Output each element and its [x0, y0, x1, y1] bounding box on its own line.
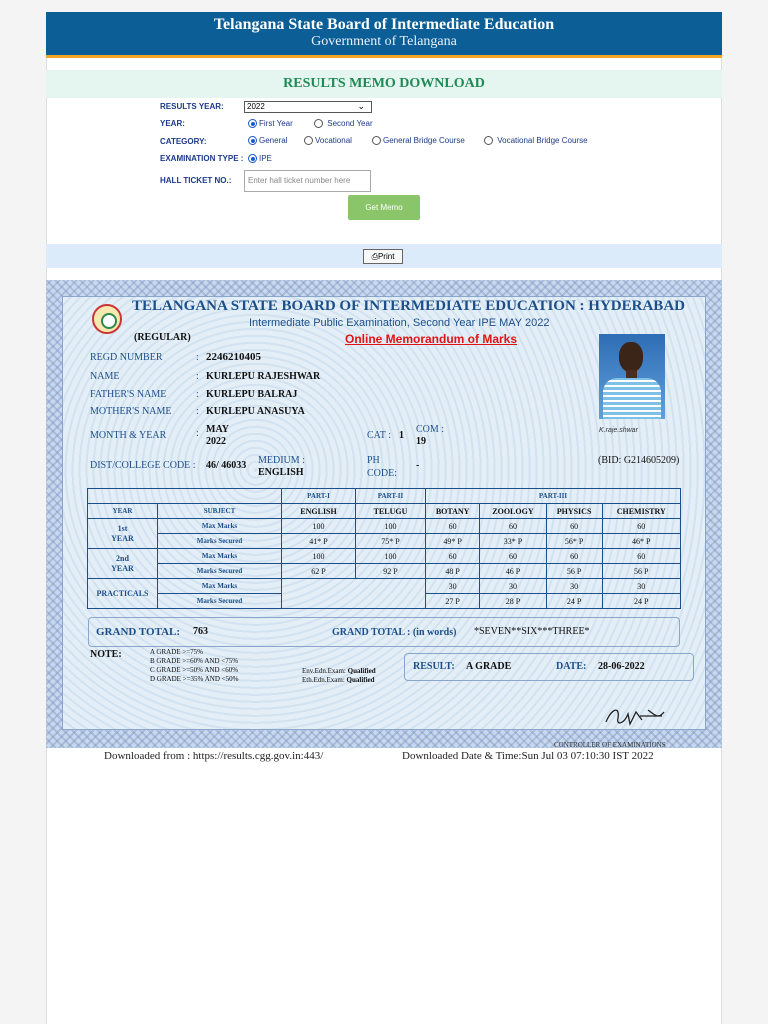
- column-header: ENGLISH: [282, 504, 356, 519]
- marks-secured-label: Marks Secured: [158, 594, 282, 609]
- table-row: [88, 489, 681, 504]
- result-value: A GRADE: [466, 661, 512, 672]
- mark-cell: 56* P: [546, 534, 602, 549]
- mark-cell: 48 P: [426, 564, 480, 579]
- get-memo-button[interactable]: Get Memo: [348, 195, 420, 220]
- memo-certificate: [46, 12, 722, 752]
- table-row: [88, 504, 681, 519]
- dist-label: DIST/COLLEGE CODE :: [90, 460, 196, 471]
- hall-ticket-label: HALL TICKET NO.:: [160, 176, 232, 185]
- practicals-label: PRACTICALS: [88, 579, 158, 609]
- medium-label: MEDIUM :: [258, 455, 305, 466]
- year-number: 1st: [117, 523, 128, 533]
- mark-cell: 56 P: [602, 564, 680, 579]
- mark-cell: 60: [546, 519, 602, 534]
- mark-cell: 100: [356, 519, 426, 534]
- max-marks-label: Max Marks: [158, 519, 282, 534]
- table-row: [88, 519, 681, 534]
- exam-type-label: EXAMINATION TYPE :: [160, 154, 244, 163]
- results-year-value: 2022: [247, 102, 265, 111]
- part-header: PART-II: [356, 489, 426, 504]
- header-subtitle: Government of Telangana: [311, 34, 457, 49]
- marks-secured-label: Marks Secured: [158, 564, 282, 579]
- colon: :: [196, 371, 199, 382]
- mark-cell: 46 P: [480, 564, 546, 579]
- colon: :: [196, 406, 199, 417]
- board-seal-icon: [92, 304, 122, 334]
- eth-value: Qualified: [346, 676, 375, 684]
- ph-label-2: CODE:: [367, 468, 397, 479]
- com-value: 19: [416, 436, 426, 447]
- column-header: SUBJECT: [158, 504, 282, 519]
- table-cell: [282, 579, 426, 609]
- grand-total-words-label: GRAND TOTAL : (in words): [332, 627, 457, 638]
- mark-cell: 60: [602, 549, 680, 564]
- board-title: TELANGANA STATE BOARD OF INTERMEDIATE EDUCATION : HYDERABAD: [132, 298, 685, 314]
- date-value: 28-06-2022: [598, 661, 645, 672]
- table-cell: [88, 489, 282, 504]
- downloaded-from: Downloaded from : https://results.cgg.gov.in:443/: [104, 750, 324, 762]
- grand-total-value: 763: [193, 626, 208, 637]
- name-value: KURLEPU RAJESHWAR: [206, 371, 321, 382]
- grade-line: D GRADE >=35% AND <50%: [150, 675, 239, 683]
- form-heading: RESULTS MEMO DOWNLOAD: [46, 70, 722, 98]
- column-header: YEAR: [88, 504, 158, 519]
- note-label: NOTE:: [90, 649, 122, 660]
- table-row: [88, 564, 681, 579]
- student-photo: [599, 334, 665, 419]
- regd-label: REGD NUMBER: [90, 352, 163, 363]
- month-label: MONTH & YEAR: [90, 430, 167, 441]
- grand-total-words-value: *SEVEN**SIX***THREE*: [474, 626, 590, 637]
- year-cell: [88, 519, 158, 549]
- eth-line: [302, 676, 376, 685]
- radio-second-year-label: Second Year: [327, 119, 373, 128]
- mark-cell: 27 P: [426, 594, 480, 609]
- mark-cell: 60: [426, 549, 480, 564]
- cat-value: 1: [399, 430, 404, 441]
- mark-cell: 100: [282, 549, 356, 564]
- radio-general-bridge-label: General Bridge Course: [383, 136, 465, 145]
- mark-cell: 75* P: [356, 534, 426, 549]
- downloaded-time: Downloaded Date & Time:Sun Jul 03 07:10:30 IST 2022: [402, 750, 654, 762]
- hall-ticket-input[interactable]: Enter hall ticket number here: [244, 170, 371, 192]
- mark-cell: 41* P: [282, 534, 356, 549]
- year-number: 2nd: [116, 553, 129, 563]
- year-text: YEAR: [111, 563, 134, 573]
- mark-cell: 33* P: [480, 534, 546, 549]
- max-marks-label: Max Marks: [158, 549, 282, 564]
- year-cell: [88, 549, 158, 579]
- controller-label: CONTROLLER OF EXAMINATIONS: [554, 741, 666, 749]
- year-label: YEAR:: [160, 119, 185, 128]
- mark-cell: 49* P: [426, 534, 480, 549]
- exam-title: Intermediate Public Examination, Second Year IPE MAY 2022: [249, 317, 550, 329]
- printer-icon: ⎙: [371, 252, 378, 261]
- mark-cell: 30: [602, 579, 680, 594]
- mother-label: MOTHER'S NAME: [90, 406, 172, 417]
- table-row: [88, 549, 681, 564]
- year-text: YEAR: [111, 533, 134, 543]
- max-marks-label: Max Marks: [158, 579, 282, 594]
- env-line: [302, 667, 376, 676]
- grand-total-label: GRAND TOTAL:: [96, 626, 181, 638]
- photo-head: [619, 342, 643, 372]
- part-header: PART-I: [282, 489, 356, 504]
- memo-title: Online Memorandum of Marks: [345, 332, 518, 346]
- mark-cell: 92 P: [356, 564, 426, 579]
- regd-value: 2246210405: [206, 351, 261, 363]
- radio-general-label: General: [259, 136, 288, 145]
- results-year-label: RESULTS YEAR:: [160, 102, 224, 111]
- marks-table: [87, 488, 681, 609]
- grade-line: C GRADE >=50% AND <60%: [150, 666, 239, 674]
- env-label: Env.Edn.Exam:: [302, 667, 346, 675]
- month-value-1: MAY: [206, 424, 229, 435]
- header-title: Telangana State Board of Intermediate Education: [213, 16, 555, 33]
- radio-ipe-label: IPE: [259, 154, 272, 163]
- marks-secured-label: Marks Secured: [158, 534, 282, 549]
- date-label: DATE:: [556, 661, 587, 672]
- grade-line: A GRADE >=75%: [150, 648, 204, 656]
- env-eth-list: [302, 667, 376, 685]
- mark-cell: 60: [480, 549, 546, 564]
- mark-cell: 100: [282, 519, 356, 534]
- column-header: PHYSICS: [546, 504, 602, 519]
- father-value: KURLEPU BALRAJ: [206, 389, 298, 400]
- table-row: [88, 534, 681, 549]
- chevron-down-icon: ⌄: [357, 101, 365, 111]
- radio-vocational-bridge-label: Vocational Bridge Course: [497, 136, 588, 145]
- mark-cell: 56 P: [546, 564, 602, 579]
- mark-cell: 60: [480, 519, 546, 534]
- ph-value: -: [416, 460, 420, 471]
- mark-cell: 60: [546, 549, 602, 564]
- category-label: CATEGORY:: [160, 137, 207, 146]
- photo-shirt: [603, 378, 661, 419]
- radio-vocational-label: Vocational: [315, 136, 352, 145]
- bid-value: (BID: G214605209): [598, 455, 680, 466]
- grade-line: B GRADE >=60% AND <75%: [150, 657, 239, 665]
- column-header: CHEMISTRY: [602, 504, 680, 519]
- colon: :: [196, 389, 199, 400]
- column-header: ZOOLOGY: [480, 504, 546, 519]
- result-label: RESULT:: [413, 661, 455, 672]
- colon: :: [196, 352, 199, 363]
- mark-cell: 24 P: [546, 594, 602, 609]
- month-value-2: 2022: [206, 436, 226, 447]
- column-header: BOTANY: [426, 504, 480, 519]
- mark-cell: 100: [356, 549, 426, 564]
- grade-list: [150, 648, 238, 684]
- com-label: COM :: [416, 424, 445, 435]
- cat-label: CAT :: [367, 430, 391, 441]
- mark-cell: 30: [426, 579, 480, 594]
- mark-cell: 60: [426, 519, 480, 534]
- env-value: Qualified: [347, 667, 376, 675]
- mark-cell: 62 P: [282, 564, 356, 579]
- eth-label: Eth.Edn.Exam:: [302, 676, 345, 684]
- mother-value: KURLEPU ANASUYA: [206, 406, 305, 417]
- column-header: TELUGU: [356, 504, 426, 519]
- name-label: NAME: [90, 371, 120, 382]
- colon: :: [196, 428, 199, 439]
- mark-cell: 46* P: [602, 534, 680, 549]
- print-label: Print: [377, 252, 395, 261]
- mark-cell: 30: [546, 579, 602, 594]
- part-header: PART-III: [426, 489, 681, 504]
- radio-first-year-label: First Year: [259, 119, 293, 128]
- mark-cell: 28 P: [480, 594, 546, 609]
- mark-cell: 60: [602, 519, 680, 534]
- medium-value: ENGLISH: [258, 467, 304, 478]
- mark-cell: 30: [480, 579, 546, 594]
- table-row: [88, 579, 681, 594]
- mark-cell: 24 P: [602, 594, 680, 609]
- dist-value: 46/ 46033: [206, 460, 247, 471]
- controller-signature: [602, 702, 672, 730]
- ph-label-1: PH: [367, 455, 380, 466]
- regular-label: (REGULAR): [134, 332, 191, 343]
- father-label: FATHER'S NAME: [90, 389, 167, 400]
- student-signature: K.raje.shwar: [599, 427, 638, 434]
